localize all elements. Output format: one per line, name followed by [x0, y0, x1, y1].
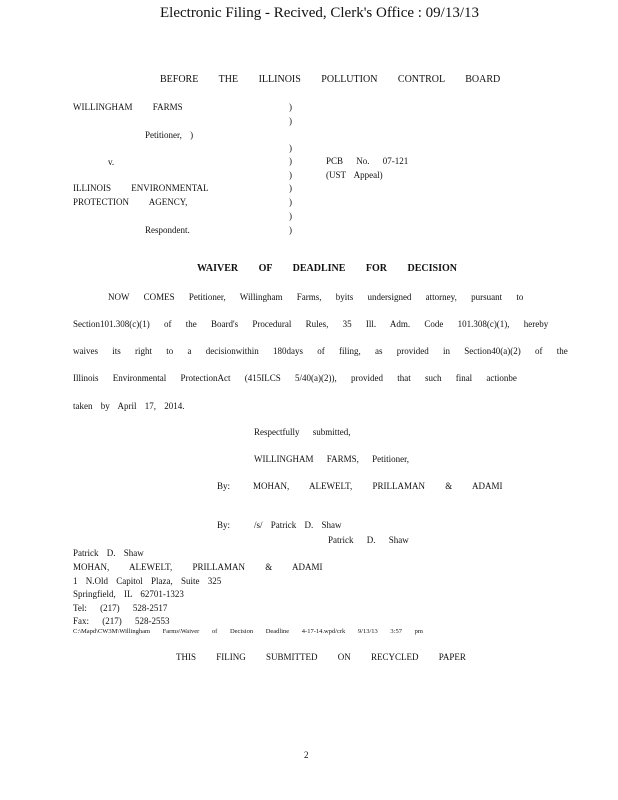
contact-fax: Fax: (217) 528-2553	[73, 616, 170, 626]
signature-signed: /s/ Patrick D. Shaw	[254, 520, 342, 530]
signature-by-label: By:	[217, 520, 231, 530]
recycled-paper-note: THIS FILING SUBMITTED ON RECYCLED PAPER	[176, 652, 466, 662]
caption-bracket: )	[289, 102, 292, 112]
versus-label: v.	[108, 157, 115, 167]
case-type: (UST Appeal)	[326, 170, 383, 180]
caption-bracket: )	[289, 197, 292, 207]
caption-bracket: )	[289, 170, 292, 180]
contact-name: Patrick D. Shaw	[73, 548, 144, 558]
body-line: NOW COMES Petitioner, Willingham Farms, byits undersigned attorney, pursuant to	[108, 292, 524, 302]
caption-bracket: )	[289, 211, 292, 221]
respondent-line2: PROTECTION AGENCY,	[73, 197, 188, 207]
court-title: BEFORE THE ILLINOIS POLLUTION CONTROL BOARD	[160, 74, 501, 85]
body-line: Section101.308(c)(1) of the Board's Procedural Rules, 35 Ill. Adm. Code 101.308(c)(1), hereby	[73, 319, 549, 329]
document-title: WAIVER OF DEADLINE FOR DECISION	[197, 263, 457, 274]
body-line: taken by April 17, 2014.	[73, 401, 185, 411]
petitioner-role: Petitioner, )	[145, 130, 194, 140]
contact-firm: MOHAN, ALEWELT, PRILLAMAN & ADAMI	[73, 562, 323, 572]
caption-bracket: )	[289, 116, 292, 126]
caption-bracket: )	[289, 156, 292, 166]
filing-header: Electronic Filing - Recived, Clerk's Office : 09/13/13	[160, 5, 480, 21]
file-path: C:\Mapd\CW3M\Willingham Farms\Waiver of Decision Deadline 4-17-14.wpd/crk 9/13/13 3:57 pm	[73, 628, 423, 635]
respondent-line1: ILLINOIS ENVIRONMENTAL	[73, 183, 209, 193]
signature-by-label: By:	[217, 481, 231, 491]
caption-bracket: )	[289, 225, 292, 235]
caption-bracket: )	[289, 183, 292, 193]
contact-address: 1 N.Old Capitol Plaza, Suite 325	[73, 576, 222, 586]
case-number: PCB No. 07-121	[326, 156, 409, 166]
signature-party: WILLINGHAM FARMS, Petitioner,	[254, 454, 409, 464]
body-line: Illinois Environmental ProtectionAct (415ILCS 5/40(a)(2)), provided that such final actionbe	[73, 373, 517, 383]
caption-bracket: )	[289, 143, 292, 153]
page-number: 2	[304, 750, 309, 760]
signature-closing: Respectfully submitted,	[254, 427, 351, 437]
petitioner-name: WILLINGHAM FARMS	[73, 102, 183, 112]
signature-signer: Patrick D. Shaw	[328, 535, 409, 545]
signature-firm: MOHAN, ALEWELT, PRILLAMAN & ADAMI	[253, 481, 503, 491]
respondent-role: Respondent.	[145, 225, 190, 235]
contact-city: Springfield, IL 62701-1323	[73, 589, 184, 599]
body-line: waives its right to a decisionwithin 180days of filing, as provided in Section40(a)(2) of the	[73, 346, 568, 356]
contact-tel: Tel: (217) 528-2517	[73, 603, 168, 613]
